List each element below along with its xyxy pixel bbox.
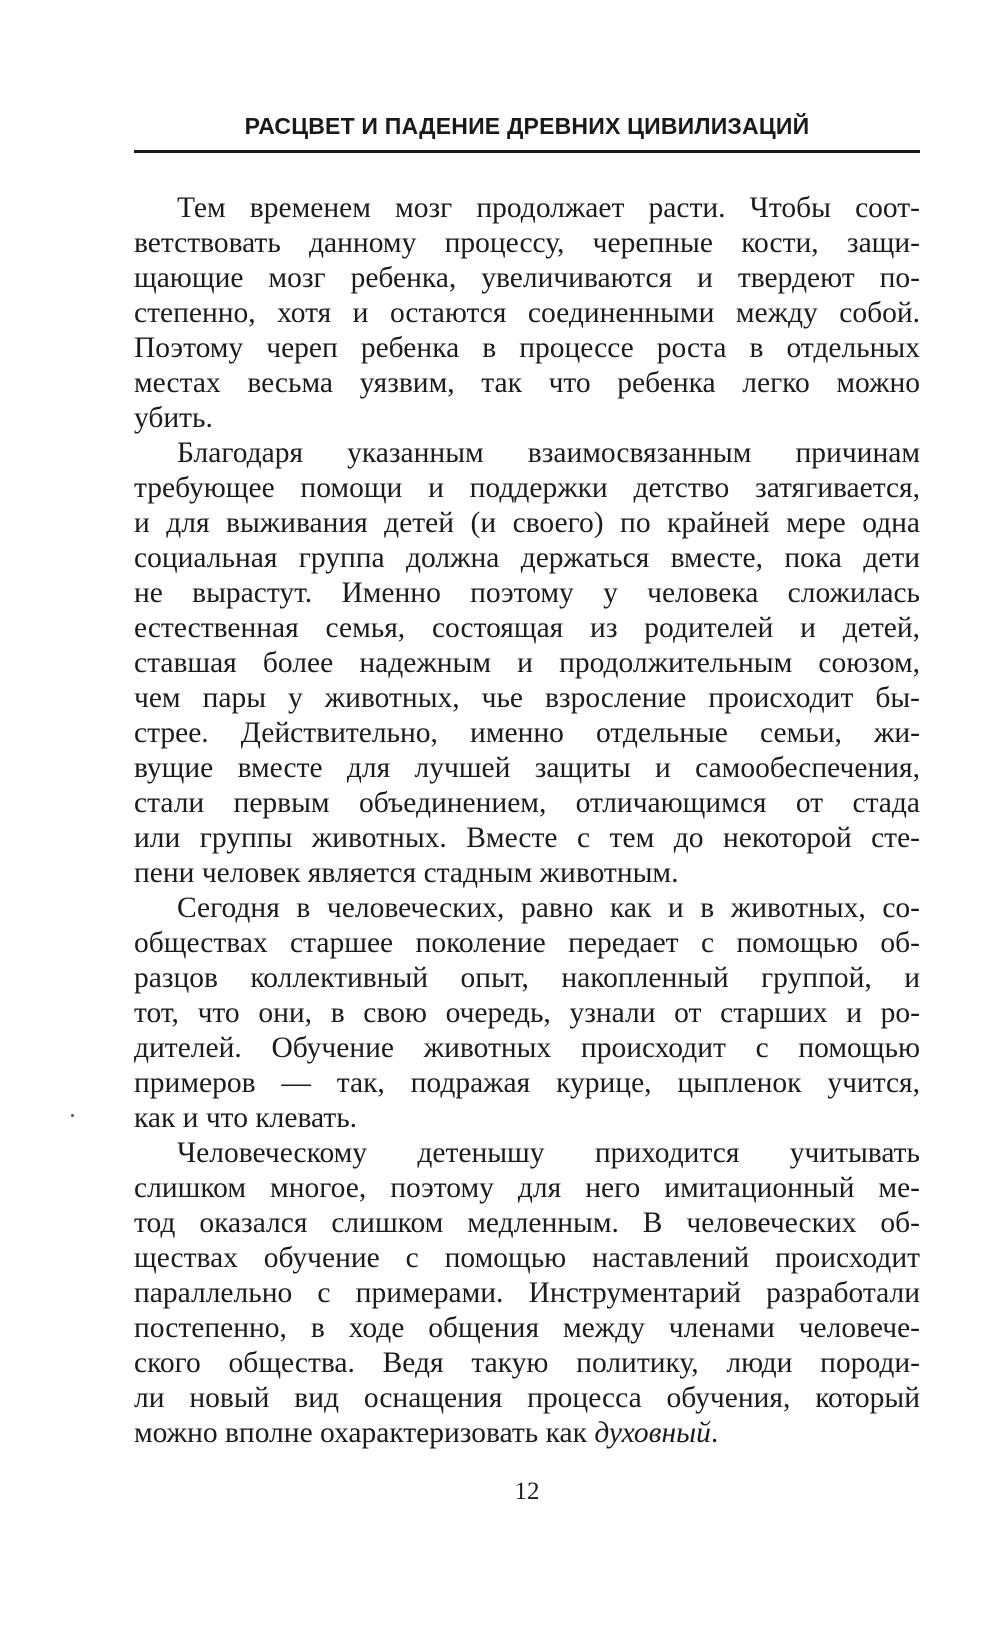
header-rule <box>134 150 920 153</box>
text-line: стрее. Действительно, именно отдельные семьи, жи- <box>134 717 920 749</box>
paragraph <box>134 191 920 436</box>
text-line: Тем временем мозг продолжает расти. Чтобы соот- <box>177 192 920 224</box>
text-line: ского общества. Ведя такую политику, люди породи- <box>134 1347 920 1379</box>
text-line: пени человек является стадным животным. <box>134 857 679 889</box>
body-text <box>134 191 920 1451</box>
text-line: не вырастут. Именно поэтому у человека сложилась <box>134 577 920 609</box>
text-fragment: . <box>710 1417 719 1449</box>
text-line <box>134 1416 920 1451</box>
text-line: как и что клевать. <box>134 1102 358 1134</box>
print-speck <box>71 1114 74 1117</box>
text-line: ществах обучение с помощью наставлений происходит <box>134 1242 920 1274</box>
text-line: требующее помощи и поддержки детство затягивается, <box>134 472 920 504</box>
text-line: обществах старшее поколение передает с помощью об- <box>134 927 920 959</box>
text-line: ставшая более надежным и продолжительным союзом, <box>134 647 920 679</box>
text-line: примеров — так, подражая курице, цыпленок учится, <box>134 1067 920 1099</box>
text-line: ли новый вид оснащения процесса обучения, который <box>134 1382 920 1414</box>
text-line: ветствовать данному процессу, черепные кости, защи- <box>134 227 920 259</box>
text-line: и для выживания детей (и своего) по крайней мере одна <box>134 507 920 539</box>
text-line: щающие мозг ребенка, увеличиваются и твердеют по- <box>134 262 920 294</box>
text-line: разцов коллективный опыт, накопленный группой, и <box>134 962 920 994</box>
text-line: Поэтому череп ребенка в процессе роста в отдельных <box>134 332 920 364</box>
text-line: вущие вместе для лучшей защиты и самообеспечения, <box>134 752 920 784</box>
text-line: Человеческому детенышу приходится учитывать <box>177 1137 920 1169</box>
text-line: Сегодня в человеческих, равно как и в животных, со- <box>177 892 920 924</box>
paragraph <box>134 436 920 891</box>
text-line: дителей. Обучение животных происходит с помощью <box>134 1032 920 1064</box>
text-line: степенно, хотя и остаются соединенными между собой. <box>134 297 920 329</box>
text-fragment: можно вполне охарактеризовать как <box>134 1417 595 1449</box>
text-line: естественная семья, состоящая из родителей и детей, <box>134 612 920 644</box>
running-head: РАСЦВЕТ И ПАДЕНИЕ ДРЕВНИХ ЦИВИЛИЗАЦИЙ <box>244 113 810 139</box>
text-line: чем пары у животных, чье взросление происходит бы- <box>134 682 920 714</box>
text-line: убить. <box>134 402 213 434</box>
text-line: параллельно с примерами. Инструментарий разработали <box>134 1277 920 1309</box>
paragraph <box>134 1136 920 1451</box>
text-line: Благодаря указанным взаимосвязанным причинам <box>177 437 920 469</box>
page-number: 12 <box>514 1478 540 1505</box>
emphasized-word: духовный <box>594 1417 711 1449</box>
text-line: слишком многое, поэтому для него имитационный ме- <box>134 1172 920 1204</box>
text-line: тот, что они, в свою очередь, узнали от старших и ро- <box>134 997 920 1029</box>
text-line: социальная группа должна держаться вместе, пока дети <box>134 542 920 574</box>
text-line: местах весьма уязвим, так что ребенка легко можно <box>134 367 920 399</box>
text-line: постепенно, в ходе общения между членами человече- <box>134 1312 920 1344</box>
text-line: или группы животных. Вместе с тем до некоторой сте- <box>134 822 920 854</box>
paragraph <box>134 891 920 1136</box>
text-line: тод оказался слишком медленным. В человеческих об- <box>134 1207 920 1239</box>
text-line: стали первым объединением, отличающимся от стада <box>134 787 920 819</box>
